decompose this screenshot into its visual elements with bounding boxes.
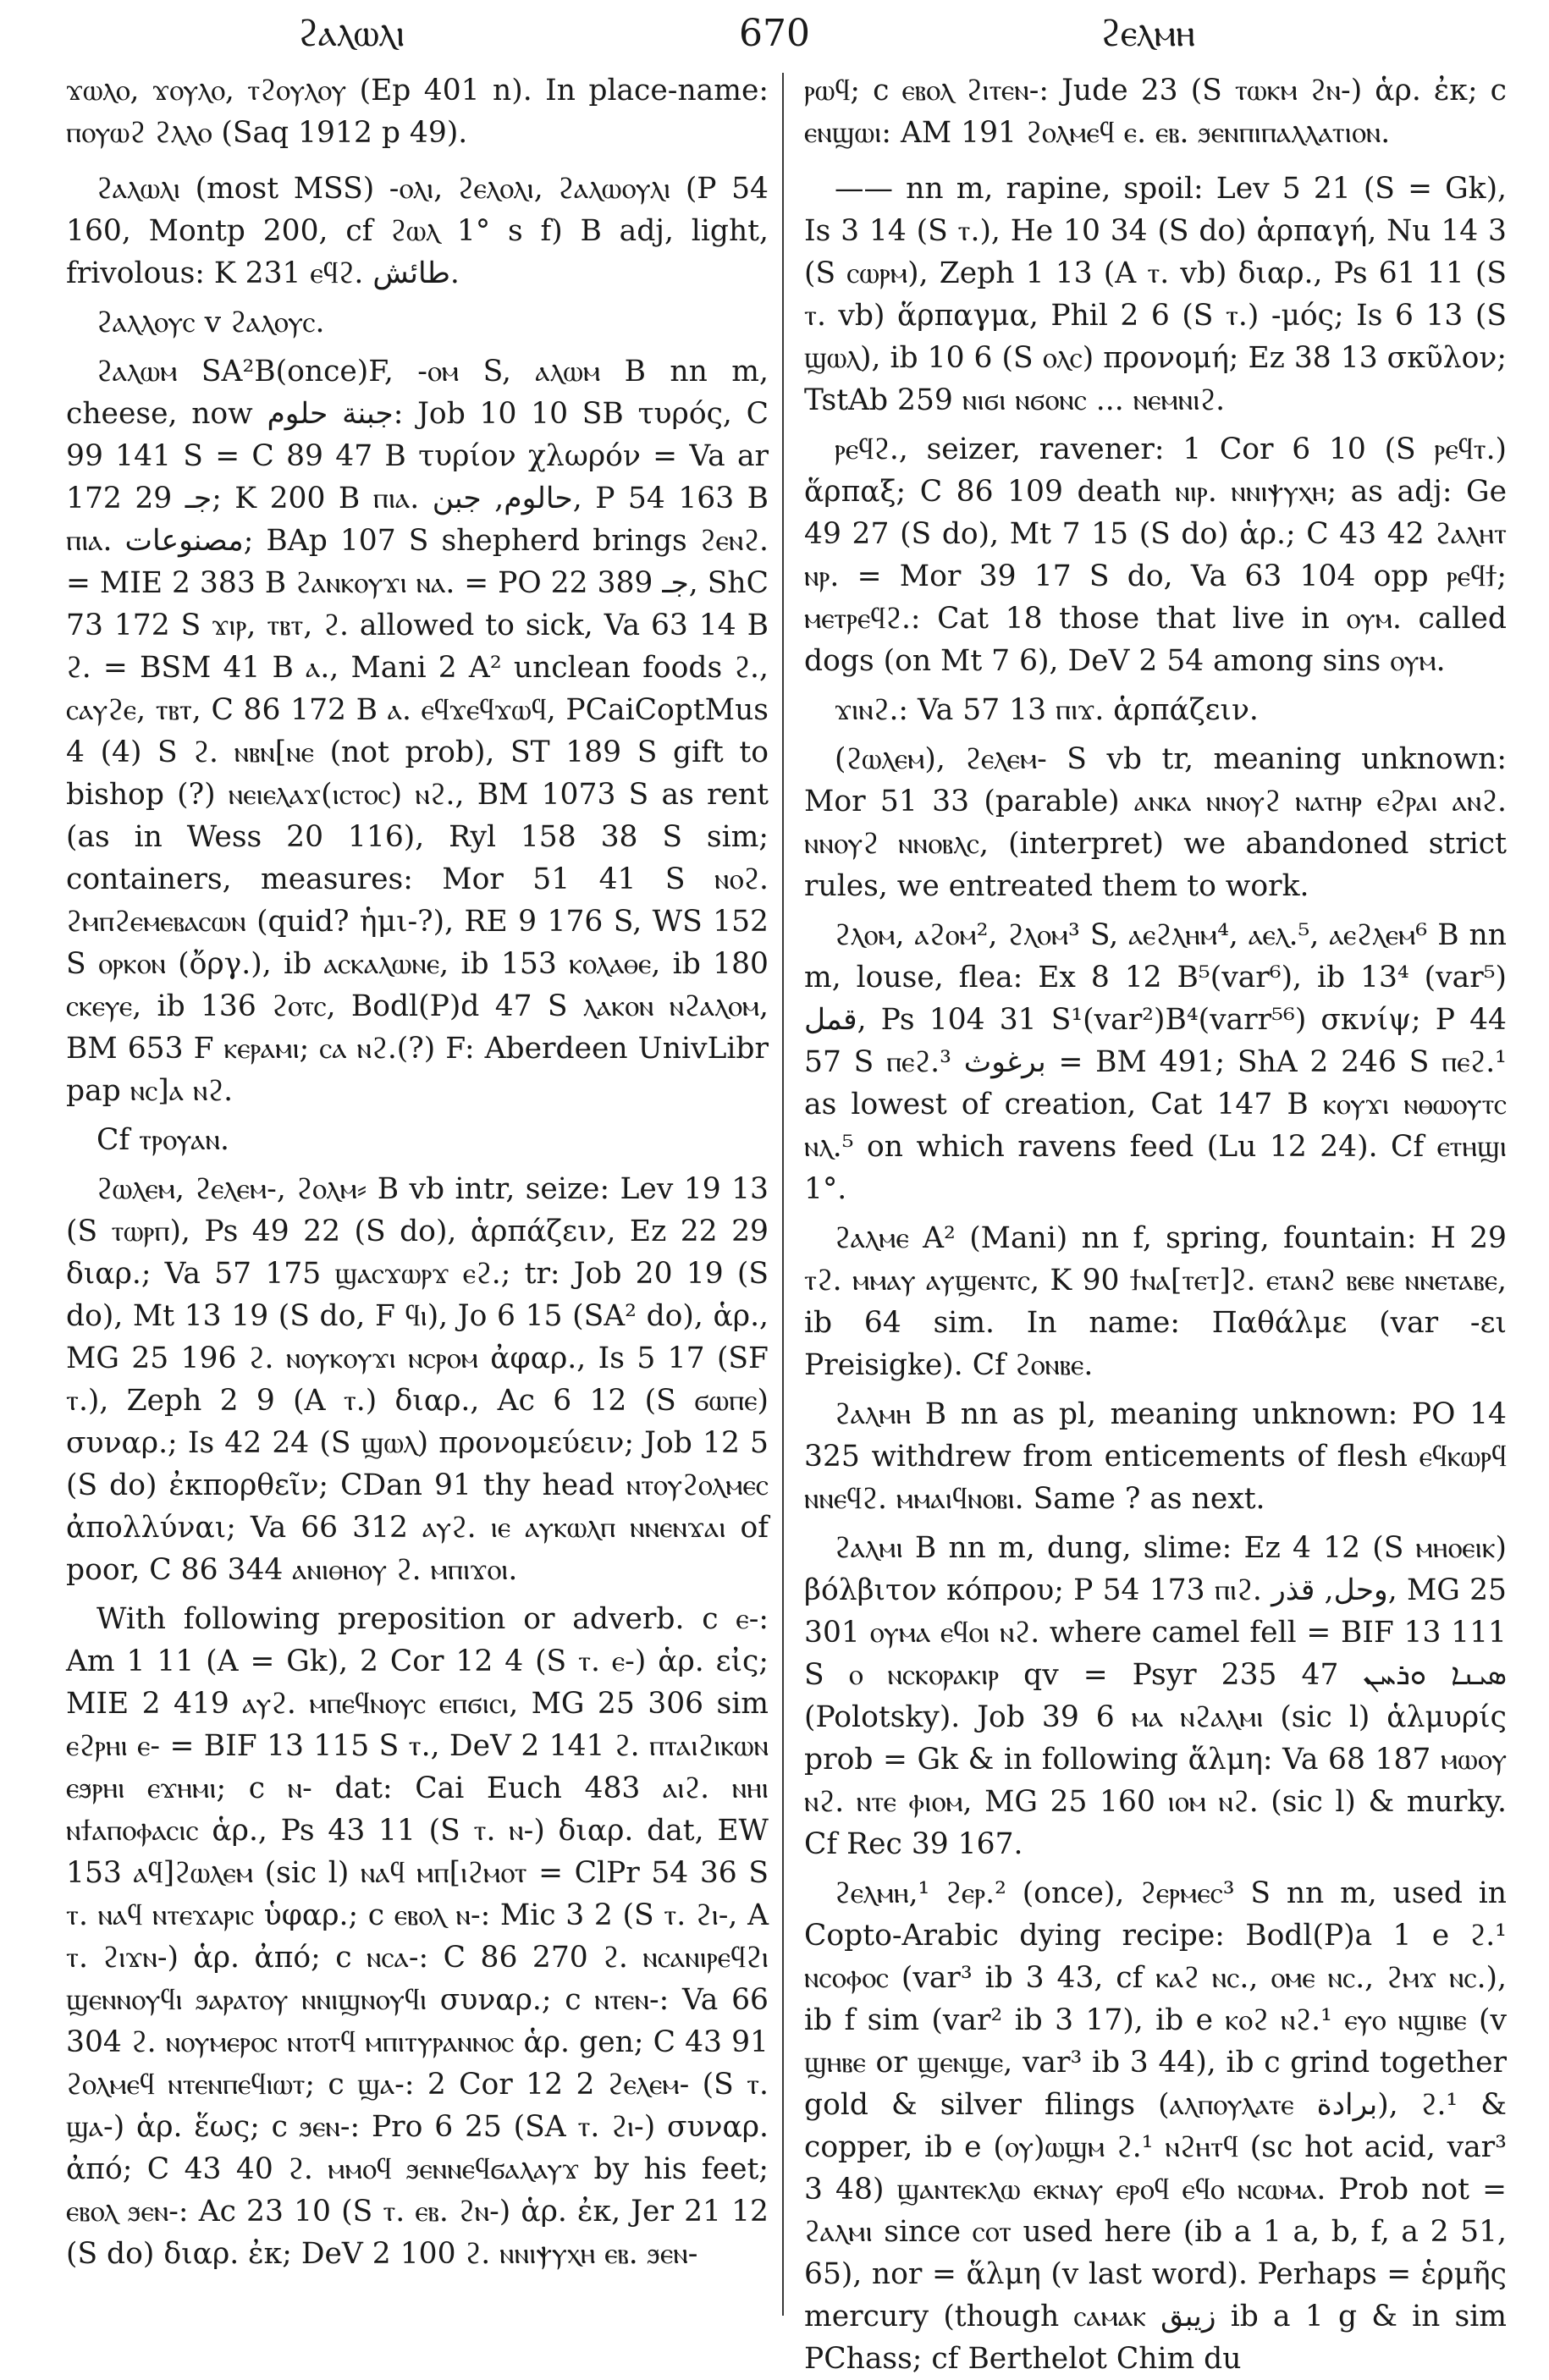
page-number: 670 [739,12,810,55]
entry-halwli: ϩⲁⲗⲱⲗⲓ (most MSS) -ⲟⲗⲓ, ϩⲉⲗⲟⲗⲓ, ϩⲁⲗⲱⲟⲩⲗⲓ (P 54 160, Montp 200, cf ϩⲱⲗ 1° s f) B adj, light, frivolous: K 231 ⲉϥϩ. طائش. [66,172,769,290]
entry-halme-spring: ϩⲁⲗⲙⲉ A² (Mani) nn f, spring, fountain: H 29 ⲧϩ. ⲙⲙⲁⲩ ⲁⲩϣⲉⲛⲧⲥ, K 90 ϯⲛⲁ[ⲧⲉⲧ]ϩ. ⲉⲧⲁⲛϩ ⲃⲉⲃⲉ ⲛⲛⲉⲧⲁⲃⲉ, ib 64 sim. In name: Παθάλμε (var -ει Preisigke). Cf ϩⲟⲛⲃⲉ. [804,1221,1507,1382]
entry-noun-rapine: —— nn m, rapine, spoil: Lev 5 21 (S = Gk), Is 3 14 (S ⲧ.), He 10 34 (S do) ἁρπαγή, Nu 14 3 (S ⲥⲱⲣⲙ), Zeph 1 13 (A ⲧ. vb) διαρ., Ps 61 11 (S ⲧ. vb) ἅρπαγμα, Phil 2 6 (S ⲧ.) -μός; Is 6 13 (S ϣⲱⲗ), ib 10 6 (S ⲟⲗⲥ) προνομή; Ez 38 13 σκῦλον; TstAb 259 ⲛⲓϭⲓ ⲛϭⲟⲛⲥ ... ⲛⲉⲙⲛⲓϩ. [804,172,1507,417]
entry-prepositions: With following preposition or adverb. c ⲉ-: Am 1 11 (A = Gk), 2 Cor 12 4 (S ⲧ. ⲉ-) ἁρ. εἰς; MIE 2 419 ⲁⲩϩ. ⲙⲡⲉϥⲛⲟⲩⲥ ⲉⲡϭⲓⲥⲓ, MG 25 306 sim ⲉϩⲣⲏⲓ ⲉ- = BIF 13 115 S ⲧ., DeV 2 141 ϩ. ⲡⲧⲁⲓϩⲓⲕⲱⲛ ⲉϧⲣⲏⲓ ⲉϫⲏⲙⲓ; c ⲛ- dat: Cai Euch 483 ⲁⲓϩ. ⲛⲏⲓ ⲛϯⲁⲡⲟⲫⲁⲥⲓⲥ ἁρ., Ps 43 11 (S ⲧ. ⲛ-) διαρ. dat, EW 153 ⲁϥ]ϩⲱⲗⲉⲙ (sic l) ⲛⲁϥ ⲙⲡ[ⲓϩⲙⲟⲧ = ClPr 54 36 S ⲧ. ⲛⲁϥ ⲛⲧⲉϫⲁⲣⲓⲥ ὑφαρ.; c ⲉⲃⲟⲗ ⲛ-: Mic 3 2 (S ⲧ. ϩⲓ-, A ⲧ. ϩⲓϫⲛ-) ἁρ. ἀπό; c ⲛⲥⲁ-: C 86 270 ϩ. ⲛⲥⲁⲛⲓⲣⲉϥϩⲓ ϣⲉⲛⲛⲟⲩϥⲓ ϧⲁⲣⲁⲧⲟⲩ ⲛⲛⲓϣⲛⲟⲩϥⲓ συναρ.; c ⲛⲧⲉⲛ-: Va 66 304 ϩ. ⲛⲟⲩⲙⲉⲣⲟⲥ ⲛⲧⲟⲧϥ ⲙⲡⲓⲧⲩⲣⲁⲛⲛⲟⲥ ἁρ. gen; C 43 91 ϩⲟⲗⲙⲉϥ ⲛⲧⲉⲛⲡⲉϥⲓⲱⲧ; c ϣⲁ-: 2 Cor 12 2 ϩⲉⲗⲉⲙ- (S ⲧ. ϣⲁ-) ἁρ. ἕως; c ϧⲉⲛ-: Pro 6 25 (SA ⲧ. ϩⲓ-) συναρ. ἀπό; C 43 40 ϩ. ⲙⲙⲟϥ ϧⲉⲛⲛⲉϥϭⲁⲗⲁⲩϫ by his feet; ⲉⲃⲟⲗ ϧⲉⲛ-: Ac 23 10 (S ⲧ. ⲉⲃ. ϩⲛ-) ἁρ. ἐκ, Jer 21 12 (S do) διαρ. ἐκ; DeV 2 100 ϩ. ⲛⲛⲓⲯⲩⲭⲏ ⲉⲃ. ϧⲉⲛ- [66,1602,769,2271]
entry-halme-unknown: ϩⲁⲗⲙⲏ B nn as pl, meaning unknown: PO 14 325 withdrew from enticements of flesh ⲉϥⲕⲱⲣϥ ⲛⲛⲉϥϩ. ⲙⲙⲁⲓϥⲛⲟⲃⲓ. Same ? as next. [804,1397,1507,1516]
entry-holem-unknown: (ϩⲱⲗⲉⲙ), ϩⲉⲗⲉⲙ- S vb tr, meaning unknown: Mor 51 33 (parable) ⲁⲛⲕⲁ ⲛⲛⲟⲩϩ ⲛⲁⲧⲏⲣ ⲉϩⲣⲁⲓ ⲁⲛϩ. ⲛⲛⲟⲩϩ ⲛⲛⲟⲃⲗⲥ, (interpret) we abandoned strict rules, we entreated them to work. [804,742,1507,903]
entry-helme-recipe: ϩⲉⲗⲙⲏ,¹ ϩⲉⲣ.² (once), ϩⲉⲣⲙⲉⲥ³ S nn m, used in Copto-Arabic dying recipe: Bodl(P)a 1 e ϩ.¹ ⲛⲥⲟⲫⲟⲥ (var³ ib 3 43, cf ⲕⲁϩ ⲛⲥ., ⲟⲙⲉ ⲛⲥ., ϩⲙϫ ⲛⲥ.), ib f sim (var² ib 3 17), ib e ⲕⲟϩ ⲛϩ.¹ ⲉⲩⲟ ⲛϣⲓⲃⲉ (v ϣⲏⲃⲉ or ϣⲉⲛϣⲉ, var³ ib 3 44), ib c grind together gold & silver filings (ⲁⲗⲡⲟⲩⲗⲁⲧⲉ برادة), ϩ.¹ & copper, ib e (ⲟⲩ)ⲱϣⲙ ϩ.¹ ⲛϩⲏⲧϥ (sc hot acid, var³ 3 48) ϣⲁⲛⲧⲉⲕⲗⲱ ⲉⲕⲛⲁⲩ ⲉⲣⲟϥ ⲉϥⲟ ⲛⲥⲱⲙⲁ. Prob not = ϩⲁⲗⲙⲓ since ⲥⲟⲧ used here (ib a 1 a, b, f, a 2 51, 65), nor = ἅλμη (v last word). Perhaps = ἑρμῆς mercury (though ⲥⲁⲙⲁⲕ زيبق ib a 1 g & in sim PChass; cf Berthelot Chim du [804,1876,1507,2376]
entry-hallous: ϩⲁⲗⲗⲟⲩⲥ v ϩⲁⲗⲟⲩⲥ. [96,306,325,339]
entry-halmi-dung: ϩⲁⲗⲙⲓ B nn m, dung, slime: Ez 4 12 (S ⲙⲏⲟⲉⲓⲕ) βόλβιτον κόπρου; P 54 173 ⲡⲓϩ. وحل, قذر, MG 25 301 ⲟⲩⲙⲁ ⲉϥⲟⲓ ⲛϩ. where camel fell = BIF 13 111 S ⲟ ⲛⲥⲕⲟⲣⲁⲕⲓⲣ qv = Psyr 235 47 ܣܝܢܐ ܘܪܚܢ (Polotsky). Job 39 6 ⲙⲁ ⲛϩⲁⲗⲙⲓ (sic l) ἁλμυρίς prob = Gk & in following ἅλμη: Va 68 187 ⲙⲱⲟⲩ ⲛϩ. ⲛⲧⲉ ⲫⲓⲟⲙ, MG 25 160 ⲓⲟⲙ ⲛϩ. (sic l) & murky. Cf Rec 39 167. [804,1531,1508,1861]
entry-continuation-right: ⲣⲱϥ; c ⲉⲃⲟⲗ ϩⲓⲧⲉⲛ-: Jude 23 (S ⲧⲱⲕⲙ ϩⲛ-) ἁρ. ἐκ; c ⲉⲛϣⲱⲓ: AM 191 ϩⲟⲗⲙⲉϥ ⲉ. ⲉⲃ. ϧⲉⲛⲡⲓⲡⲁⲗⲗⲁⲧⲓⲟⲛ. [804,74,1507,150]
right-column [804,69,1508,2376]
running-header [0,12,1549,63]
entry-continuation: ϫⲱⲗⲟ, ϫⲟⲩⲗⲟ, ⲧϩⲟⲩⲗⲟⲩ (Ep 401 n). In place-name: ⲡⲟⲩⲱϩ ϩⲗⲗⲟ (Saq 1912 p 49). [66,74,769,150]
left-column [66,69,769,2321]
entry-hlom-louse: ϩⲗⲟⲙ, ⲁϩⲟⲙ², ϩⲗⲟⲙ³ S, ⲁⲉϩⲗⲏⲙ⁴, ⲁⲉⲗ.⁵, ⲁⲉϩⲗⲉⲙ⁶ B nn m, louse, flea: Ex 8 12 B⁵(var⁶), ib 13⁴ (var⁵) قمل, Ps 104 31 S¹(var²)B⁴(varr⁵⁶) σκνίψ; P 44 57 S ⲡⲉϩ.³ برغوث = BM 491; ShA 2 246 S ⲡⲉϩ.¹ as lowest of creation, Cat 147 B ⲕⲟⲩϫⲓ ⲛⲑⲱⲟⲩⲧⲥ ⲛⲗ.⁵ on which ravens feed (Lu 12 24). Cf ⲉⲧⲏϣⲓ 1°. [804,918,1508,1206]
entry-holem-seize: ϩⲱⲗⲉⲙ, ϩⲉⲗⲉⲙ-, ϩⲟⲗⲙ⸗ B vb intr, seize: Lev 19 13 (S ⲧⲱⲣⲡ), Ps 49 22 (S do), ἁρπάζειν, Ez 22 29 διαρ.; Va 57 175 ϣⲁⲥϫⲱⲣϫ ⲉϩ.; tr: Job 20 19 (S do), Mt 13 19 (S do, F ϥⲓ), Jo 6 15 (SA² do), ἁρ., MG 25 196 ϩ. ⲛⲟⲩⲕⲟⲩϫⲓ ⲛⲥⲣⲟⲙ ἀφαρ., Is 5 17 (SF ⲧ.), Zeph 2 9 (A ⲧ.) διαρ., Ac 6 12 (S ϭⲱⲡⲉ) συναρ.; Is 42 24 (S ϣⲱⲗ) προνομεύειν; Job 12 5 (S do) ἐκπορθεῖν; CDan 91 thy head ⲛⲧⲟⲩϩⲟⲗⲙⲉⲥ ἀπολλύναι; Va 66 312 ⲁⲩϩ. ⲓⲉ ⲁⲩⲕⲱⲗⲡ ⲛⲛⲉⲛϫⲁⲓ of poor, C 86 344 ⲁⲛⲓⲑⲏⲟⲩ ϩ. ⲙⲡⲓϫⲟⲓ. [66,1172,769,1587]
right-running-headword: ϩⲉⲗⲙⲏ [1100,12,1195,55]
entry-ravener: ⲣⲉϥϩ., seizer, ravener: 1 Cor 6 10 (S ⲣⲉϥⲧ.) ἅρπαξ; C 86 109 death ⲛⲓⲣ. ⲛⲛⲓⲯⲩⲭⲏ; as adj: Ge 49 27 (S do), Mt 7 15 (S do) ἁρ.; C 43 42 ϩⲁⲗⲏⲧ ⲛⲣ. = Mor 39 17 S do, Va 63 104 opp ⲣⲉϥϯ; ⲙⲉⲧⲣⲉϥϩ.: Cat 18 those that live in ⲟⲩⲙ. called dogs (on Mt 7 6), DeV 2 54 among sins ⲟⲩⲙ. [804,432,1507,678]
entry-jinh: ϫⲓⲛϩ.: Va 57 13 ⲡⲓϫ. ἁρπάζειν. [835,693,1259,727]
entry-cross-reference: Cf ⲧⲣⲟⲩⲁⲛ. [96,1123,229,1157]
entry-halom-cheese: ϩⲁⲗⲱⲙ SA²B(once)F, -ⲟⲙ S, ⲁⲗⲱⲙ B nn m, cheese, now جبنة حلوم: Job 10 10 SB τυρός, C 99 141 S = C 89 47 B τυρίον χλωρόν = Va ar 172 29 جـ; K 200 B ⲡⲓⲁ. حالوم, جبن, P 54 163 B ⲡⲓⲁ. مصنوعات; BAp 107 S shepherd brings ϩⲉⲛϩ. = MIE 2 383 B ϩⲁⲛⲕⲟⲩϫⲓ ⲛⲁ. = PO 22 389 جـ, ShC 73 172 S ϫⲓⲣ, ⲧⲃⲧ, ϩ. allowed to sick, Va 63 14 B ϩ. = BSM 41 B ⲁ., Mani 2 A² unclean foods ϩ., ⲥⲁⲩϩⲉ, ⲧⲃⲧ, C 86 172 B ⲁ. ⲉϥϫⲉϥϫⲱϥ, PCaiCoptMus 4 (4) S ϩ. ⲛⲃⲛ[ⲛⲉ (not prob), ST 189 S gift to bishop (?) ⲛⲉⲓⲉⲗⲁϫ(ⲓⲥⲧⲟⲥ) ⲛϩ., BM 1073 S as rent (as in Wess 20 116), Ryl 158 38 S sim; containers, measures: Mor 51 41 S ⲛⲟϩ. ϩⲙⲡϩⲉⲙⲉⲃⲁⲥⲱⲛ (quid? ἡμι-?), RE 9 176 S, WS 152 S ⲟⲣⲕⲟⲛ (ὄργ.), ib ⲁⲥⲕⲁⲗⲱⲛⲉ, ib 153 ⲕⲟⲗⲁⲑⲉ, ib 180 ⲥⲕⲉⲩⲉ, ib 136 ϩⲟⲧⲥ, Bodl(P)d 47 S ⲗⲁⲕⲟⲛ ⲛϩⲁⲗⲟⲙ, BM 653 F ⲕⲉⲣⲁⲙⲓ; ⲥⲁ ⲛϩ.(?) F: Aberdeen UnivLibr pap ⲛⲥ]ⲁ ⲛϩ. [66,355,769,1108]
column-divider [782,73,784,2316]
left-running-headword: ϩⲁⲗⲱⲗⲓ [298,12,405,55]
